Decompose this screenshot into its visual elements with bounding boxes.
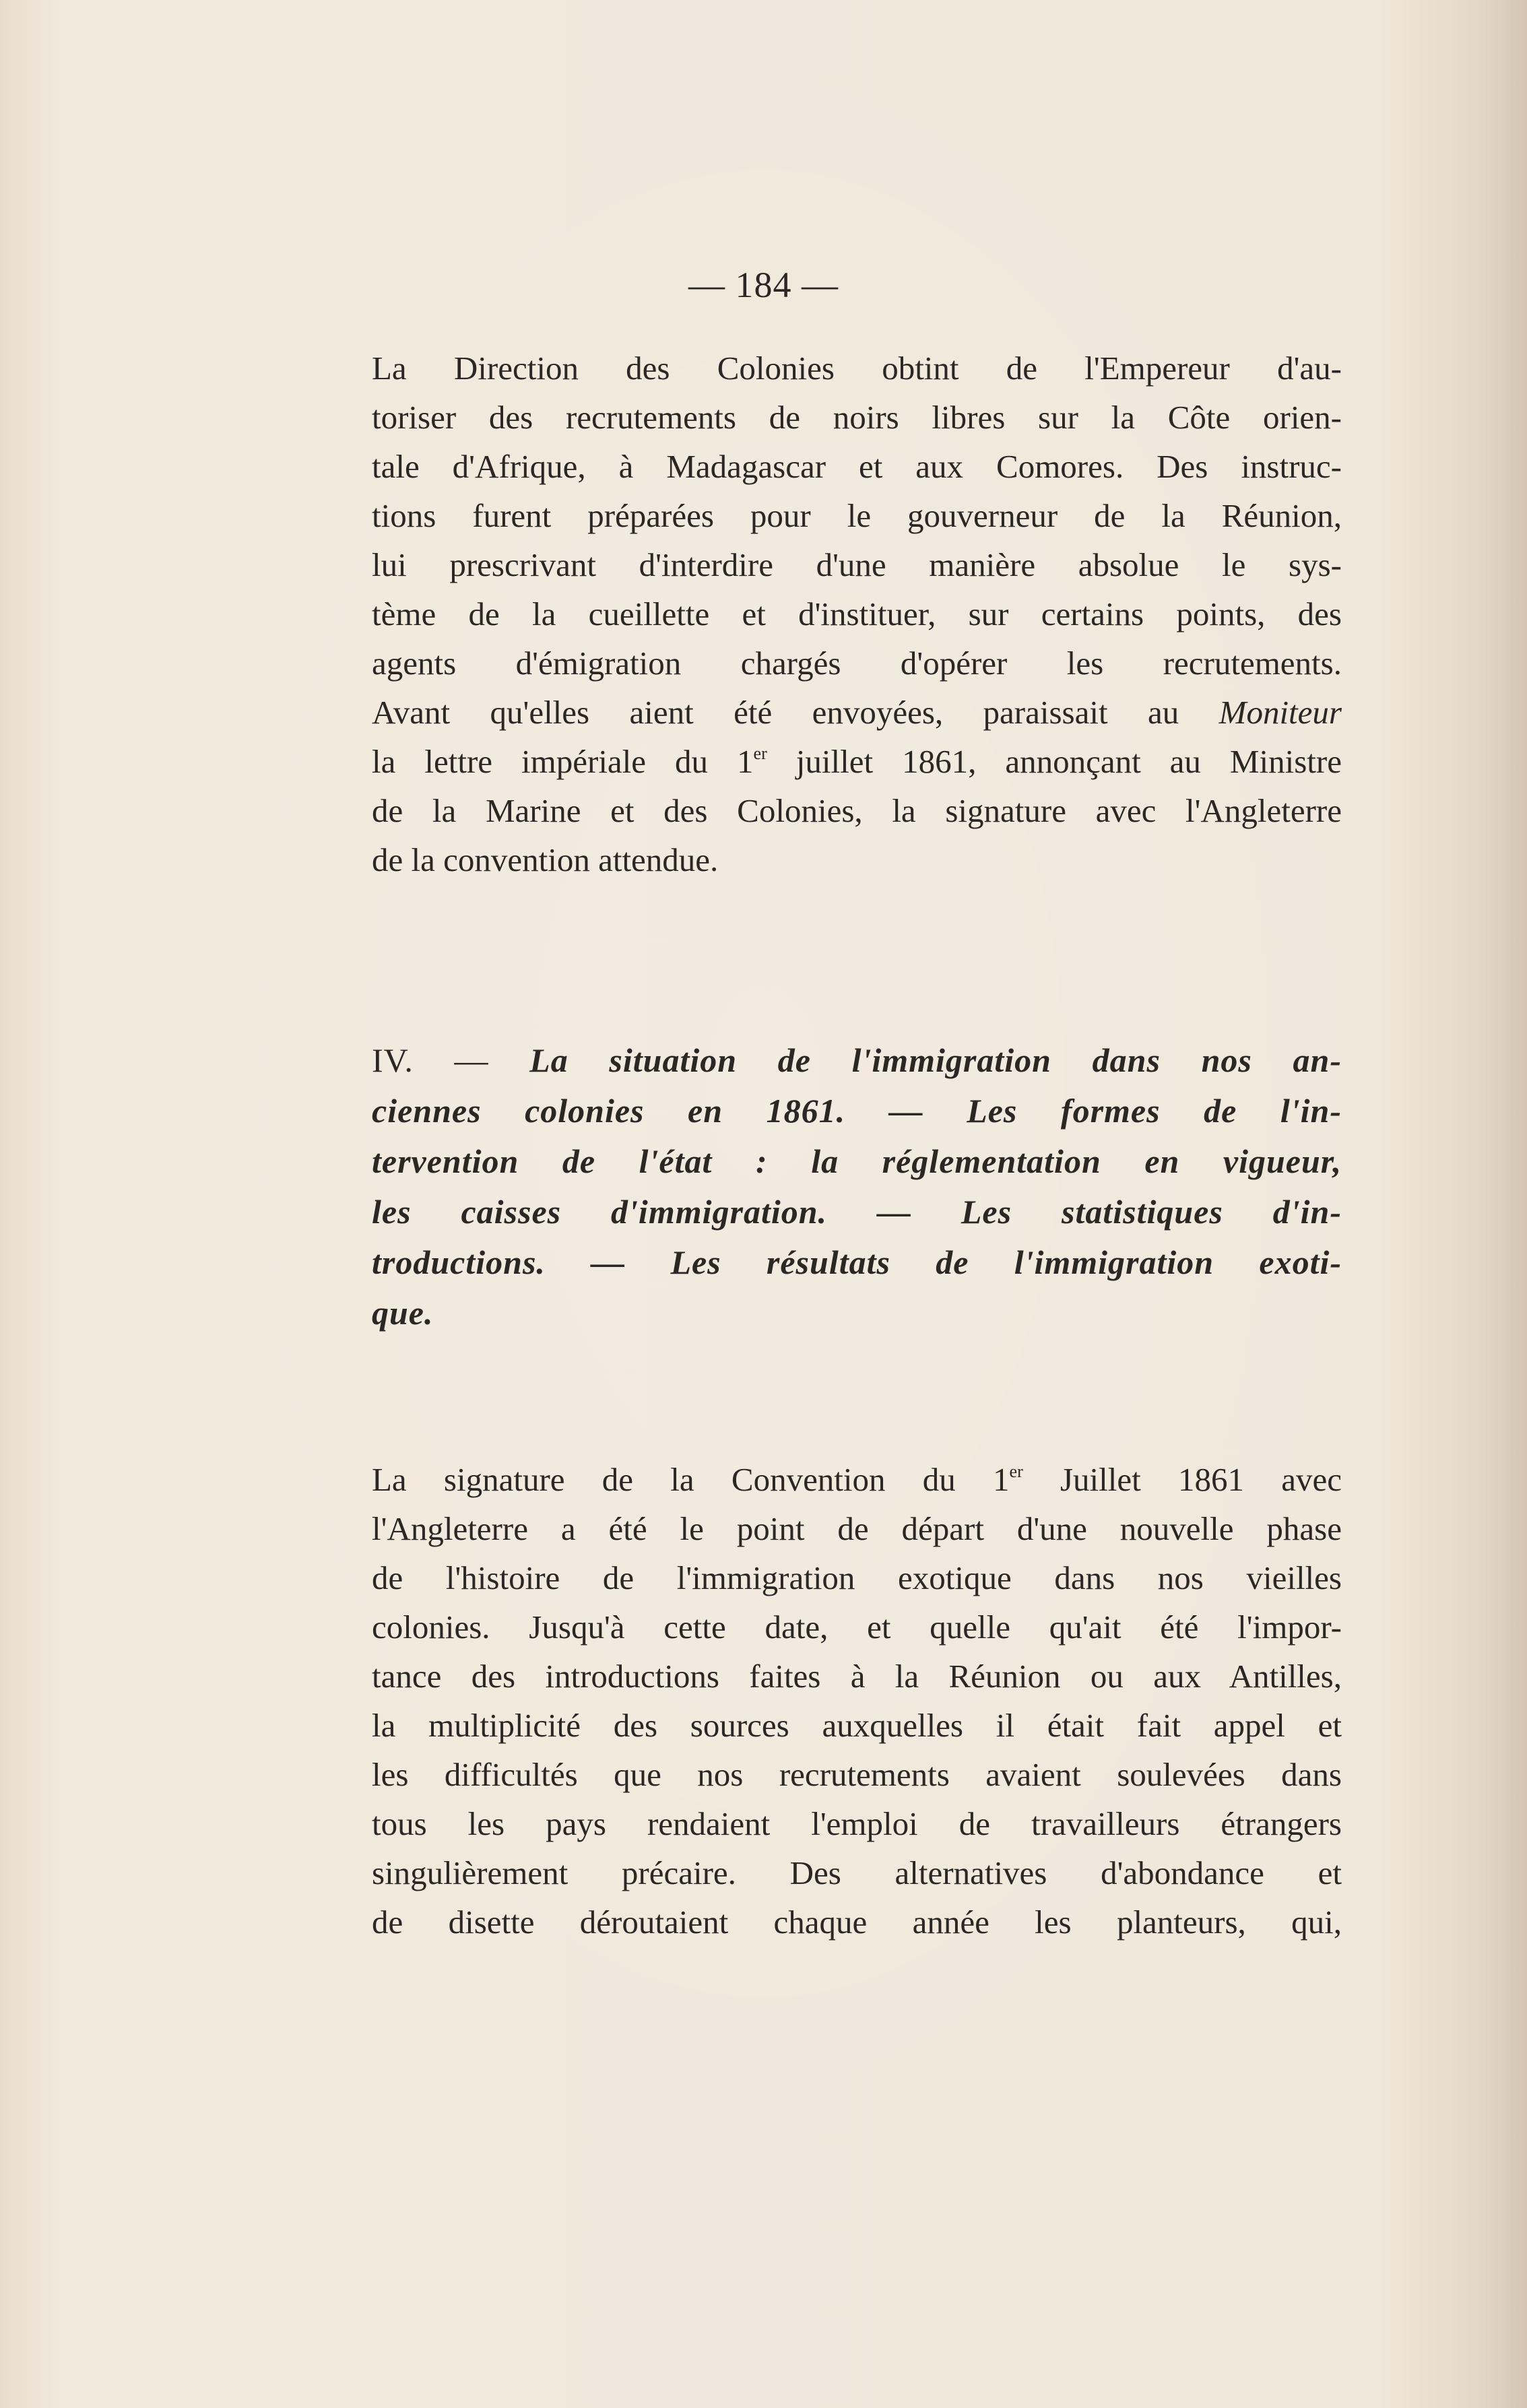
text-line: agents d'émigration chargés d'opérer les recrutements. — [372, 645, 1342, 682]
text-line: singulièrement précaire. Des alternatives d'abondance et — [372, 1854, 1342, 1891]
text-line — [372, 737, 1342, 786]
text-fragment: Avant qu'elles aient été envoyées, paraissait au — [372, 694, 1219, 731]
text-line: de la convention attendue. — [372, 841, 719, 878]
paragraph-convention — [372, 1455, 1342, 1947]
heading-line: que. — [372, 1294, 434, 1332]
text-fragment: Juillet 1861 avec — [1022, 1461, 1342, 1498]
text-line: tions furent préparées pour le gouverneur de la Réunion, — [372, 497, 1342, 534]
text-line: tale d'Afrique, à Madagascar et aux Comores. Des instruc- — [372, 448, 1342, 485]
text-line — [372, 1455, 1342, 1504]
text-line: tous les pays rendaient l'emploi de travailleurs étrangers — [372, 1805, 1342, 1842]
text-line: lui prescrivant d'interdire d'une manière absolue le sys- — [372, 546, 1342, 583]
page-number: — 184 — — [688, 265, 839, 305]
heading-line: tervention de l'état : la réglementation en vigueur, — [372, 1142, 1342, 1180]
text-fragment: juillet 1861, annonçant au Ministre — [767, 743, 1342, 780]
text-line: tance des introductions faites à la Réunion ou aux Antilles, — [372, 1658, 1342, 1695]
heading-line: troductions. — Les résultats de l'immigration exoti- — [372, 1243, 1342, 1281]
text-line: colonies. Jusqu'à cette date, et quelle qu'ait été l'impor- — [372, 1608, 1342, 1646]
text-fragment: La signature de la Convention du 1 — [372, 1461, 1010, 1498]
newspaper-title: Moniteur — [1219, 694, 1342, 731]
section-heading — [372, 1035, 1342, 1338]
paragraph-intro — [372, 344, 1342, 884]
text-line: toriser des recrutements de noirs libres sur la Côte orien- — [372, 399, 1342, 436]
ordinal-superscript: er — [1009, 1462, 1023, 1481]
text-line: de la Marine et des Colonies, la signature avec l'Angleterre — [372, 792, 1342, 829]
heading-fragment: La situation de l'immigration dans nos an- — [488, 1041, 1342, 1079]
text-fragment: la lettre impériale du 1 — [372, 743, 754, 780]
section-numeral: IV. — — [372, 1041, 489, 1079]
text-line: la multiplicité des sources auxquelles il était fait appel et — [372, 1707, 1342, 1744]
text-line: l'Angleterre a été le point de départ d'une nouvelle phase — [372, 1510, 1342, 1547]
text-line: les difficultés que nos recrutements avaient soulevées dans — [372, 1756, 1342, 1793]
heading-line: les caisses d'immigration. — Les statistiques d'in- — [372, 1193, 1342, 1231]
text-line: de disette déroutaient chaque année les planteurs, qui, — [372, 1903, 1342, 1941]
text-line: La Direction des Colonies obtint de l'Empereur d'au- — [372, 350, 1342, 387]
ordinal-superscript: er — [753, 744, 767, 763]
text-line: tème de la cueillette et d'instituer, sur certains points, des — [372, 595, 1342, 632]
heading-line — [372, 1035, 1342, 1086]
heading-line: ciennes colonies en 1861. — Les formes de l'in- — [372, 1092, 1342, 1130]
text-line: de l'histoire de l'immigration exotique dans nos vieilles — [372, 1559, 1342, 1596]
text-line — [372, 688, 1342, 737]
